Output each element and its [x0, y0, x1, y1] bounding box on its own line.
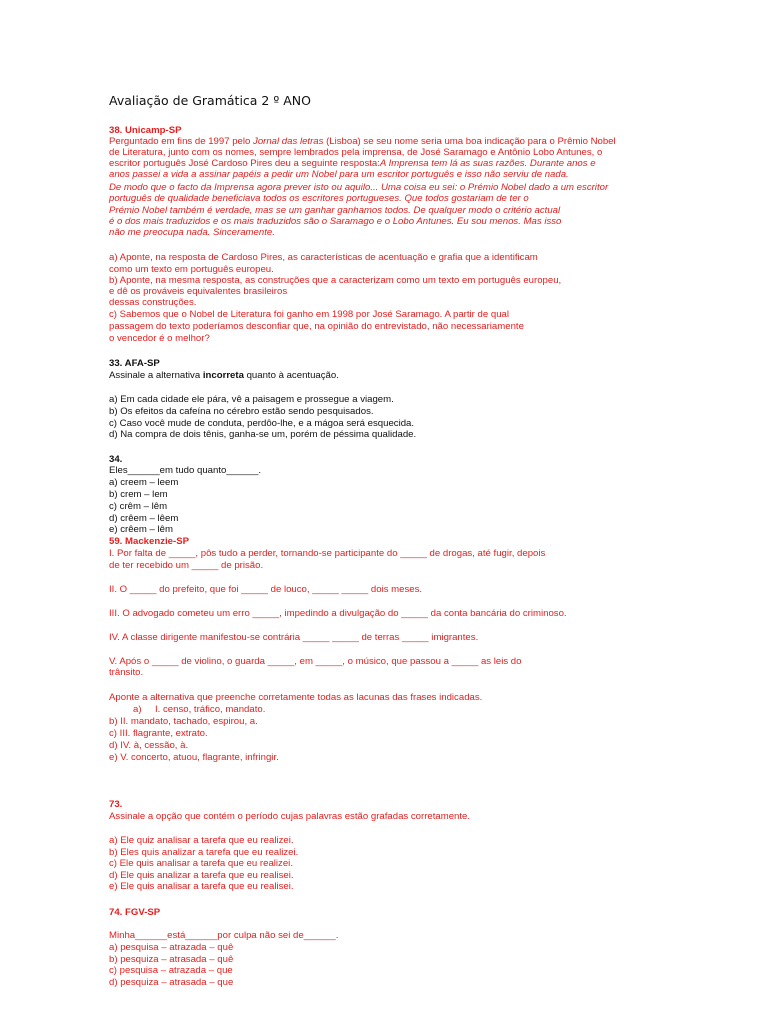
q34-option-b: b) crem – lem	[109, 489, 168, 500]
q59-option-b: b) II. mandato, tachado, espirou, a.	[109, 716, 258, 727]
q38-text-line-5: De modo que o facto da Imprensa agora prever isto ou aquilo... Uma coisa eu sei: o Prémio Nobel dado a um escritor	[109, 182, 609, 193]
q38-item-a-line-2: como um texto em português europeu.	[109, 264, 274, 275]
q33-option-a: a) Em cada cidade ele pára, vê a paisagem e prossegue a viagem.	[109, 394, 394, 405]
q38-text-line-6: português de qualidade beneficiava todos os escritores portugueses. Que todos gostariam de ter o	[109, 193, 529, 204]
q59-option-e: e) V. concerto, atuou, flagrante, infringir.	[109, 752, 279, 763]
q59-sentence-ii: II. O _____ do prefeito, que foi _____ de louco, _____ _____ dois meses.	[109, 584, 423, 595]
q59-instruction: Aponte a alternativa que preenche corretamente todas as lacunas das frases indicadas.	[109, 692, 483, 703]
q38-item-b-line-3: dessas construções.	[109, 297, 197, 308]
q33-option-b: b) Os efeitos da cafeína no cérebro estão sendo pesquisados.	[109, 406, 374, 417]
q74-option-c: c) pesquisa – atrazada – que	[109, 965, 233, 976]
q33-option-d: d) Na compra de dois tênis, ganha-se um, porém de péssima qualidade.	[109, 429, 417, 440]
q59-option-a-marker: a)	[133, 704, 142, 715]
q59-sentence-iii: III. O advogado cometeu um erro _____, impedindo a divulgação do _____ da conta bancária do criminoso.	[109, 608, 567, 619]
q38-text-line-2: de Literatura, junto com os nomes, sempre lembrados pela imprensa, de José Saramago e Antônio Lobo Antunes, o	[109, 147, 603, 158]
q38-item-c-line-2: passagem do texto poderíamos desconfiar que, na opinião do entrevistado, não necessariamente	[109, 321, 524, 332]
q38-text-line-7: Prémio Nobel também é verdade, mas se um ganhar ganhamos todos. De qualquer modo o critério actual	[109, 205, 561, 216]
q73-option-b: b) Eles quis analizar a tarefa que eu realizei.	[109, 847, 299, 858]
q38-item-b-line-2: e dê os prováveis equivalentes brasileiros	[109, 286, 288, 297]
q38-text-line-4: anos passei a vida a assinar papéis a pedir um Nobel para um escritor português e isso não serviu de nada.	[109, 169, 569, 180]
q59-option-d: d) IV. à, cessão, à.	[109, 740, 189, 751]
q59-sentence-i-line-2: de ter recebido um _____ de prisão.	[109, 560, 264, 571]
q38-item-c-line-3: o vencedor é o melhor?	[109, 333, 210, 344]
page-title: Avaliação de Gramática 2 º ANO	[109, 93, 311, 108]
q38-text-line-3: escritor português José Cardoso Pires deu a seguinte resposta:A Imprensa tem lá as suas razões. Durante anos e	[109, 158, 596, 169]
q73-header: 73.	[109, 799, 123, 810]
q59-option-c: c) III. flagrante, extrato.	[109, 728, 208, 739]
q34-option-c: c) crêm – lêm	[109, 501, 168, 512]
q33-prompt: Assinale a alternativa incorreta quanto à acentuação.	[109, 370, 339, 381]
q38-item-c-line-1: c) Sabemos que o Nobel de Literatura foi ganho em 1998 por José Saramago. A partir de qual	[109, 309, 509, 320]
q59-sentence-iv: IV. A classe dirigente manifestou-se contrária _____ _____ de terras _____ imigrantes.	[109, 632, 479, 643]
q59-option-a: I. censo, tráfico, mandato.	[155, 704, 266, 715]
q33-option-c: c) Caso você mude de conduta, perdôo-lhe, e a mágoa será esquecida.	[109, 418, 415, 429]
q38-item-a-line-1: a) Aponte, na resposta de Cardoso Pires, as características de acentuação e grafia que a identificam	[109, 252, 538, 263]
q59-sentence-v-line-1: V. Após o _____ de violino, o guarda _____, em _____, o músico, que passou a _____ as leis do	[109, 656, 522, 667]
q74-option-d: d) pesquiza – atrasada – que	[109, 977, 234, 988]
q73-option-e: e) Ele quis analisar a tarefa que eu realisei.	[109, 881, 294, 892]
q73-option-a: a) Ele quiz analisar a tarefa que eu realizei.	[109, 835, 294, 846]
q38-text-line-8: é o dos mais traduzidos e os mais traduzidos são o Saramago e o Lobo Antunes. Eu sou menos. Mas isso	[109, 216, 562, 227]
q34-option-a: a) creem – leem	[109, 477, 179, 488]
q73-option-d: d) Ele quis analizar a tarefa que eu realisei.	[109, 870, 294, 881]
q74-header: 74. FGV-SP	[109, 907, 161, 918]
q34-option-d: d) crêem – lêem	[109, 513, 179, 524]
q38-text-line-1: Perguntado em fins de 1997 pelo Jornal das letras (Lisboa) se seu nome seria uma boa indicação para o Prêmio Nobel	[109, 136, 616, 147]
q34-option-e: e) crêem – lêm	[109, 524, 173, 535]
q38-item-b-line-1: b) Aponte, na mesma resposta, as construções que a caracterizam como um texto em português europeu,	[109, 275, 562, 286]
q59-header: 59. Mackenzie-SP	[109, 536, 189, 547]
q34-prompt: Eles______em tudo quanto______.	[109, 465, 262, 476]
q73-option-c: c) Ele quis analisar a tarefa que eu realizei.	[109, 858, 293, 869]
q33-header: 33. AFA-SP	[109, 358, 160, 369]
q38-header: 38. Unicamp-SP	[109, 125, 182, 136]
q74-prompt: Minha______está______por culpa não sei de______.	[109, 930, 339, 941]
q74-option-b: b) pesquiza – atrasada – quê	[109, 954, 234, 965]
q74-option-a: a) pesquisa – atrazada – quê	[109, 942, 234, 953]
q34-header: 34.	[109, 454, 123, 465]
q38-text-line-9: não me preocupa nada. Sinceramente.	[109, 227, 275, 238]
q73-prompt: Assinale a opção que contém o período cujas palavras estão grafadas corretamente.	[109, 811, 471, 822]
q59-sentence-i-line-1: I. Por falta de _____, pôs tudo a perder, tornando-se participante do _____ de drogas, até fugir, depois	[109, 548, 546, 559]
q59-sentence-v-line-2: trânsito.	[109, 667, 144, 678]
